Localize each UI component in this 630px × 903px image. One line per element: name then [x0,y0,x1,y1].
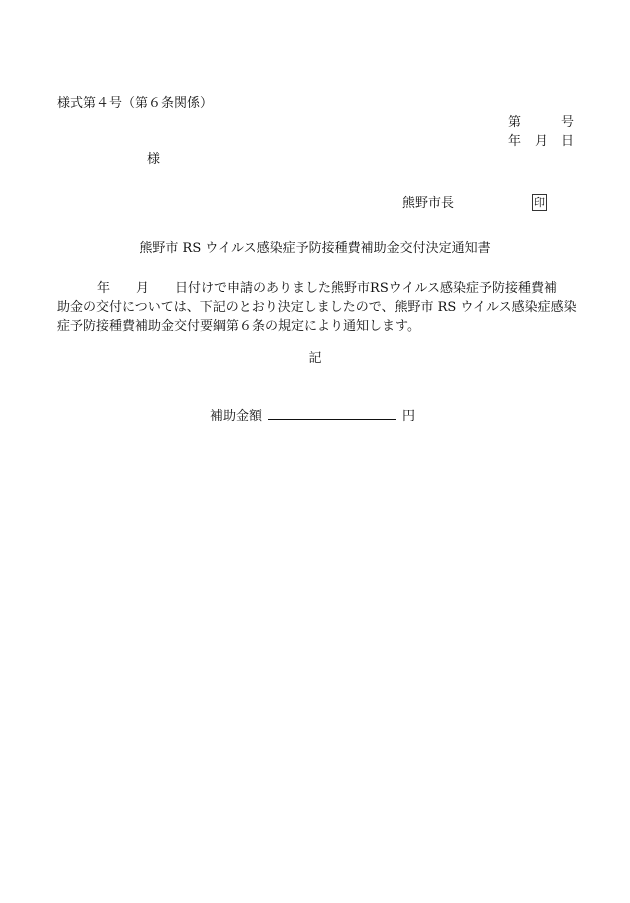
ki-heading: 記 [308,351,322,366]
document-title: 熊野市 RS ウイルス感染症予防接種費補助金交付決定通知書 [139,241,491,256]
body-line-1 [57,279,575,298]
recipient-suffix: 様 [147,152,161,167]
issue-date-year: 年 [508,134,522,149]
body-date-month: 月 [136,281,150,296]
body-text [57,279,575,336]
subsidy-amount-blank [268,407,396,420]
issuer-title: 熊野市長 [402,196,455,211]
body-line-1-text: 日付けで申請のありました熊野市RSウイルス感染症予防接種費補 [175,281,557,296]
subsidy-amount-row [210,407,415,425]
document-number-prefix: 第 [508,115,522,130]
subsidy-amount-unit: 円 [402,409,416,424]
form-number: 様式第４号（第６条関係） [57,96,214,111]
body-line-2: 助金の交付については、下記のとおり決定しましたので、熊野市 RS ウイルス感染症感染 [57,300,577,315]
seal-stamp: 印 [534,196,545,209]
body-line-3: 症予防接種費補助金交付要綱第６条の規定により通知します。 [57,319,420,334]
subsidy-amount-label: 補助金額 [210,409,263,424]
issue-date-month: 月 [535,134,549,149]
body-date-year: 年 [97,281,111,296]
issue-date-day: 日 [560,134,574,149]
document-number-suffix: 号 [560,115,574,130]
